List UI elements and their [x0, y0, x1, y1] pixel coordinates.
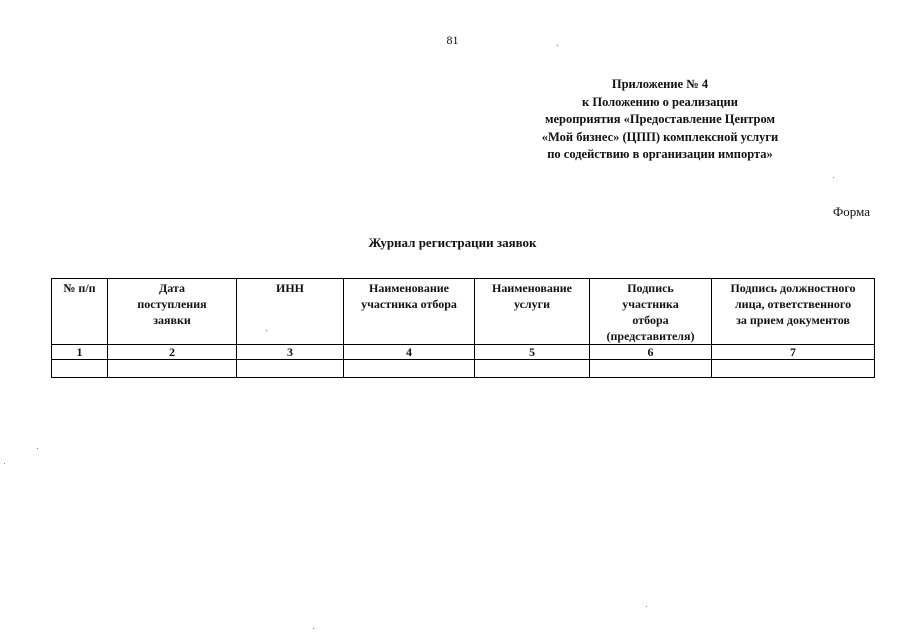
empty-cell: [590, 360, 712, 378]
column-number-row: [52, 345, 875, 360]
appendix-heading: [500, 76, 820, 164]
header-line: Подпись должностного: [730, 281, 856, 295]
appendix-line: к Положению о реализации: [582, 94, 738, 109]
column-number-cell: 2: [108, 345, 237, 360]
header-cell-service: [475, 279, 590, 345]
header-row: [52, 279, 875, 345]
appendix-line: «Мой бизнес» (ЦПП) комплексной услуги: [541, 129, 779, 144]
empty-cell: [52, 360, 108, 378]
empty-cell: [108, 360, 237, 378]
scan-speck: [833, 177, 834, 178]
column-number-cell: 3: [237, 345, 344, 360]
header-line: Наименование: [492, 281, 572, 295]
empty-cell: [712, 360, 875, 378]
header-line: лица, ответственного: [734, 297, 852, 311]
header-line: отбора: [632, 313, 669, 327]
header-line: поступления: [137, 297, 207, 311]
empty-cell: [237, 360, 344, 378]
header-cell-date: [108, 279, 237, 345]
journal-title: Журнал регистрации заявок: [368, 235, 537, 250]
header-cell-official-signature: [712, 279, 875, 345]
scan-speck: [313, 628, 314, 629]
header-line: ИНН: [275, 281, 304, 295]
header-line: Подпись: [627, 281, 674, 295]
empty-entry-row: [52, 360, 875, 378]
header-line: за прием документов: [736, 313, 850, 327]
header-cell-participant-signature: [590, 279, 712, 345]
scan-speck: [646, 606, 647, 607]
header-cell-number: [52, 279, 108, 345]
column-number-cell: 1: [52, 345, 108, 360]
page-number: 81: [446, 33, 459, 47]
column-number-cell: 5: [475, 345, 590, 360]
header-line: услуги: [513, 297, 551, 311]
header-line: № п/п: [63, 281, 96, 295]
scan-speck: [557, 45, 558, 46]
column-number-cell: 7: [712, 345, 875, 360]
header-line: Дата: [159, 281, 185, 295]
empty-cell: [344, 360, 475, 378]
header-line: (представителя): [606, 329, 695, 343]
scan-speck: [4, 463, 5, 464]
empty-cell: [475, 360, 590, 378]
header-line: Наименование: [369, 281, 449, 295]
header-line: заявки: [153, 313, 191, 327]
registration-journal-table: [51, 278, 875, 378]
appendix-line: мероприятия «Предоставление Центром: [544, 112, 776, 126]
header-cell-participant: [344, 279, 475, 345]
header-line: участника: [622, 297, 679, 311]
header-line: участника отбора: [361, 297, 457, 311]
column-number-cell: 6: [590, 345, 712, 360]
form-label: Форма: [833, 204, 870, 219]
header-cell-inn: [237, 279, 344, 345]
scan-speck: [37, 448, 38, 449]
column-number-cell: 4: [344, 345, 475, 360]
appendix-line: по содействию в организации импорта»: [547, 147, 773, 161]
appendix-line: Приложение № 4: [611, 77, 709, 91]
scan-speck: [266, 330, 267, 331]
